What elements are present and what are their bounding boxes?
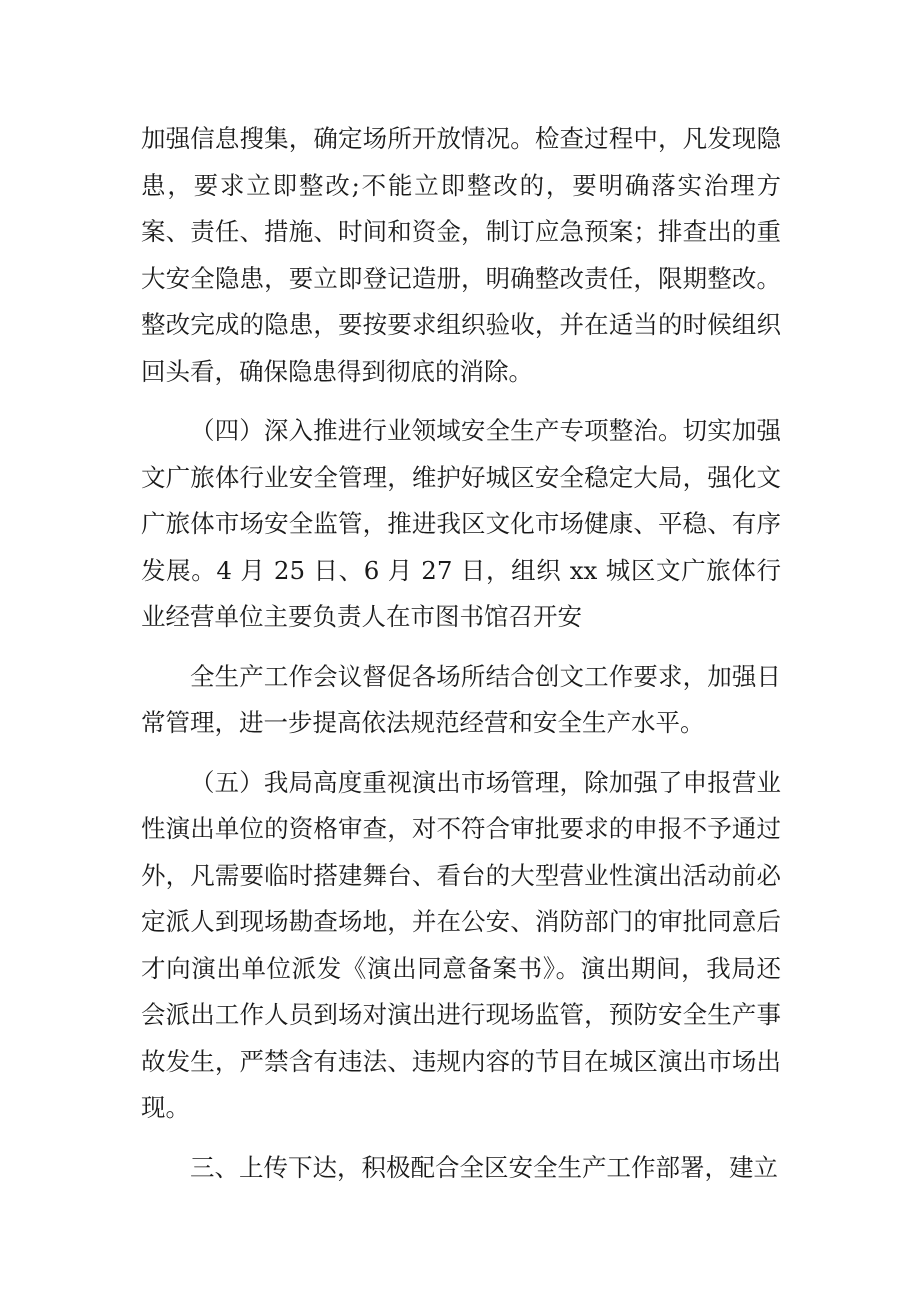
paragraph-section-four: （四）深入推进行业领域安全生产专项整治。切实加强文广旅体行业安全管理，维护好城区安全稳定大局，强化文广旅体市场安全监管，推进我区文化市场健康、平稳、有序发展。4 月 25 日、6 月 27 日，组织 xx 城区文广旅体行业经营单位主要负责人在市图书馆召开安 — [141, 416, 781, 631]
paragraph-section-five: （五）我局高度重视演出市场管理，除加强了申报营业性演出单位的资格审查，对不符合审批要求的申报不予通过外，凡需要临时搭建舞台、看台的大型营业性演出活动前必定派人到现场勘查场地，并在公安、消防部门的审批同意后才向演出单位派发《演出同意备案书》。演出期间，我局还会派出工作人员到场对演出进行现场监管，预防安全生产事故发生，严禁含有违法、违规内容的节目在城区演出市场出现。 — [141, 767, 781, 1122]
paragraph-section-three-heading: 三、上传下达，积极配合全区安全生产工作部署，建立 — [190, 1152, 778, 1182]
paragraph-inspection-rectification: 加强信息搜集，确定场所开放情况。检查过程中，凡发现隐患，要求立即整改;不能立即整改的，要明确落实治理方案、责任、措施、时间和资金，制订应急预案；排查出的重大安全隐患，要立即登记造册，明确整改责任，限期整改。整改完成的隐患，要按要求组织验收，并在适当的时候组织回头看，确保隐患得到彻底的消除。 — [141, 124, 781, 386]
document-body — [141, 116, 781, 1204]
paragraph-safety-meeting: 全生产工作会议督促各场所结合创文工作要求，加强日常管理，进一步提高依法规范经营和安全生产水平。 — [141, 661, 781, 737]
